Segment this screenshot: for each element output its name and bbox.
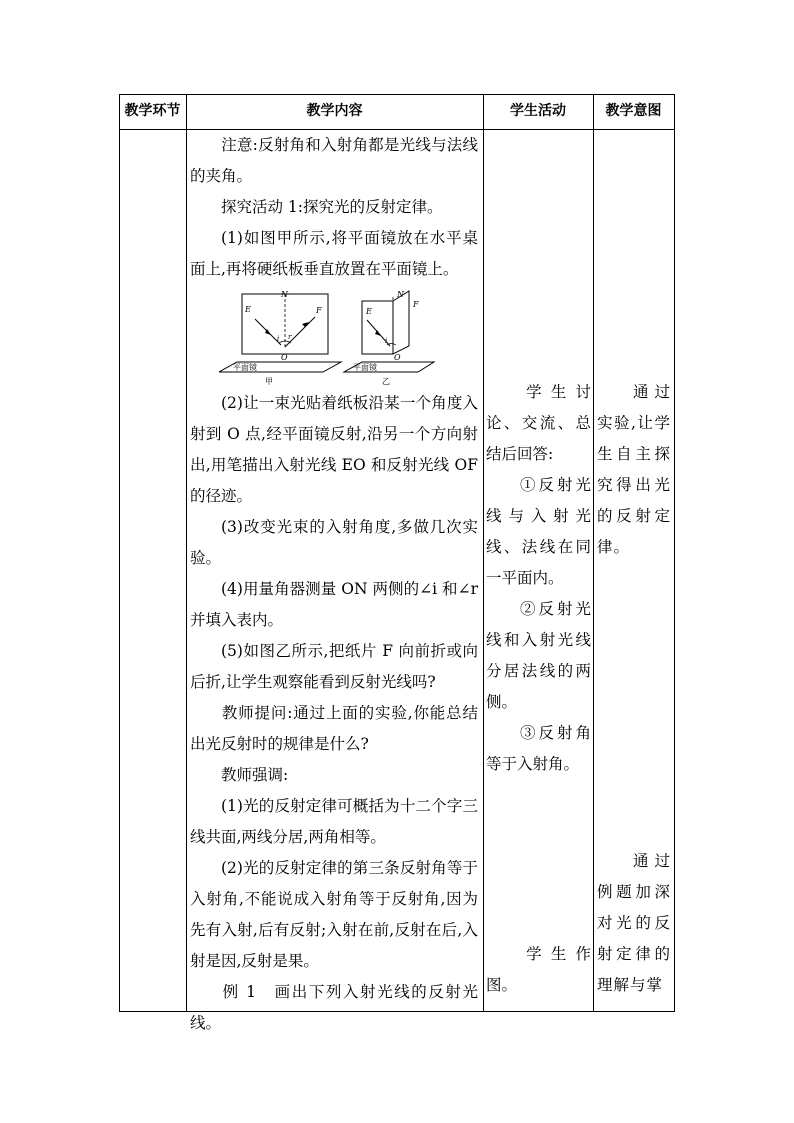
- content-paragraph: 例 1 画出下列入射光线的反射光线。: [190, 983, 478, 1032]
- content-paragraph: (1)如图甲所示,将平面镜放在水平桌面上,再将硬纸板垂直放置在平面镜上。: [190, 229, 478, 278]
- activity-paragraph: 学生讨论、交流、总结后回答:: [486, 383, 591, 463]
- column-divider: [186, 94, 187, 1012]
- figure-yi: [344, 290, 434, 385]
- reflection-figure: [219, 285, 459, 385]
- content-paragraph: (2)光的反射定律的第三条反射角等于入射角,不能说成入射角等于反射角,因为先有入射,后有反射;入射在前,反射在后,入射是因,反射是果。: [190, 859, 478, 970]
- label-n: N: [281, 290, 288, 299]
- lesson-table: [119, 94, 675, 1032]
- column-divider: [593, 94, 594, 1012]
- label-i: i: [277, 335, 280, 343]
- label-e: E: [366, 307, 372, 316]
- intent-paragraph: 通过例题加深对光的反射定律的理解与掌: [597, 852, 671, 994]
- label-e: E: [245, 305, 251, 314]
- column-divider: [483, 94, 484, 1012]
- content-paragraph: (4)用量角器测量 ON 两侧的∠i 和∠r 并填入表内。: [190, 580, 478, 629]
- content-paragraph: (5)如图乙所示,把纸片 F 向前折或向后折,让学生观察能看到反射光线吗?: [190, 642, 478, 691]
- content-paragraph: (1)光的反射定律可概括为十二个字三线共面,两线分居,两角相等。: [190, 797, 478, 846]
- label-o: O: [281, 353, 288, 362]
- activity-paragraph: 学生作图。: [486, 945, 591, 994]
- content-paragraph: 教师提问:通过上面的实验,你能总结出光反射时的规律是什么?: [190, 704, 478, 753]
- table-border-right: [674, 94, 675, 1012]
- content-paragraph: 探究活动 1:探究光的反射定律。: [221, 198, 443, 216]
- activity-paragraph: ①反射光线与入射光线、法线在同一平面内。: [486, 476, 591, 587]
- label-f: F: [413, 300, 419, 309]
- label-mirror: 平面镜: [353, 363, 377, 372]
- label-o: O: [394, 353, 401, 362]
- activity-paragraph: ③反射角等于入射角。: [486, 724, 591, 773]
- content-paragraph: (3)改变光束的入射角度,多做几次实验。: [190, 518, 478, 567]
- header-teaching-content: 教学内容: [306, 103, 363, 119]
- content-paragraph: (2)让一束光贴着纸板沿某一个角度入射到 O 点,经平面镜反射,沿另一个方向射出,用笔描出入射光线 EO 和反射光线 OF 的径迹。: [190, 394, 478, 505]
- intent-paragraph: 通过实验,让学生自主探究得出光的反射定律。: [597, 383, 671, 556]
- activity-paragraph: ②反射光线和入射光线分居法线的两侧。: [486, 600, 591, 711]
- caption-yi: 乙: [382, 377, 390, 385]
- label-i: i: [385, 337, 388, 345]
- caption-jia: 甲: [265, 377, 273, 385]
- label-r: r: [288, 333, 292, 341]
- content-paragraph: 注意:反射角和入射角都是光线与法线的夹角。: [190, 136, 478, 185]
- header-teaching-stage: 教学环节: [124, 103, 181, 119]
- content-paragraph: 教师强调:: [221, 766, 289, 784]
- label-mirror: 平面镜: [233, 363, 257, 372]
- figure-jia: [219, 290, 341, 385]
- header-teaching-intent: 教学意图: [605, 103, 662, 119]
- label-n: N: [397, 290, 404, 299]
- table-border-left: [119, 94, 120, 1012]
- header-student-activity: 学生活动: [510, 103, 566, 119]
- label-f: F: [316, 306, 322, 315]
